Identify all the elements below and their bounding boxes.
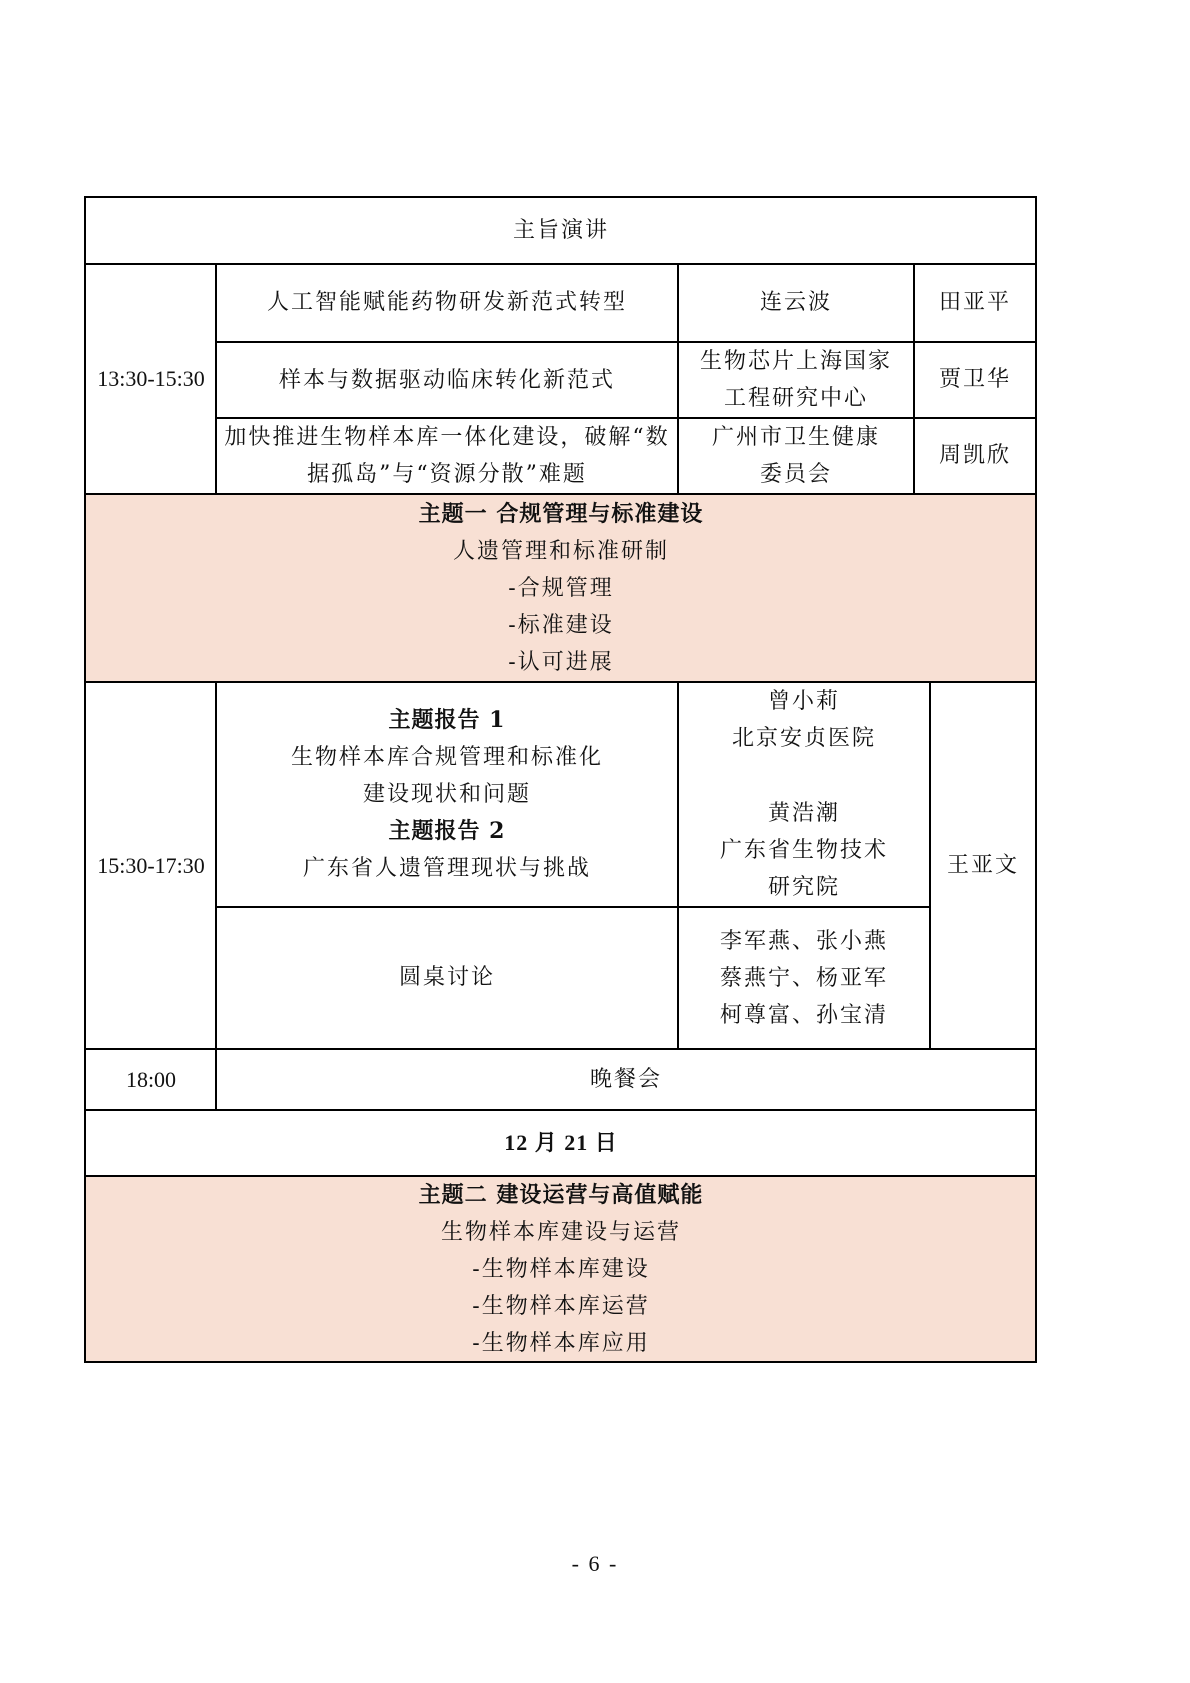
keynote-header: 主旨演讲 bbox=[512, 217, 609, 243]
topic-line: 样本与数据驱动临床转化新范式 bbox=[278, 367, 615, 393]
speaker-line: 工程研究中心 bbox=[723, 386, 868, 411]
theme1-block bbox=[86, 494, 1036, 682]
theme1-line: 人遗管理和标准研制 bbox=[452, 538, 669, 564]
keynote-host: 周凯欣 bbox=[938, 443, 1011, 468]
theme2-line: -生物样本库应用 bbox=[472, 1330, 650, 1356]
roundtable-topic: 圆桌讨论 bbox=[398, 965, 495, 990]
speaker-line: 曾小莉 bbox=[767, 689, 840, 714]
row-divider bbox=[84, 1048, 1037, 1050]
keynote-speaker bbox=[678, 342, 914, 418]
keynote-topic bbox=[216, 264, 678, 342]
row-divider bbox=[84, 681, 1037, 683]
speaker-line: 广东省生物技术 bbox=[719, 838, 888, 863]
report2-line: 广东省人遗管理现状与挑战 bbox=[302, 856, 591, 881]
row-divider bbox=[84, 493, 1037, 495]
theme1-line: -合规管理 bbox=[508, 575, 614, 601]
theme2-block bbox=[86, 1176, 1036, 1362]
session2-speakers bbox=[678, 682, 930, 907]
row-divider bbox=[84, 263, 1037, 265]
theme2-line: 生物样本库建设与运营 bbox=[440, 1219, 681, 1245]
row-divider bbox=[84, 1109, 1037, 1111]
session2-host: 王亚文 bbox=[946, 852, 1019, 878]
speaker-line: 连云波 bbox=[759, 290, 832, 315]
speaker-line: 黄浩潮 bbox=[767, 801, 840, 826]
keynote-topic bbox=[216, 342, 678, 418]
session2-time: 15:30-17:30 bbox=[97, 852, 205, 878]
col-divider bbox=[913, 264, 915, 494]
report1-line: 建设现状和问题 bbox=[362, 782, 531, 807]
table-border-right bbox=[1035, 196, 1037, 1363]
keynote-topic bbox=[216, 418, 678, 494]
theme1-line: -标准建设 bbox=[508, 612, 614, 638]
col-divider bbox=[677, 682, 679, 1049]
speaker-line: 生物芯片上海国家 bbox=[699, 349, 892, 374]
topic-line: 加快推进生物样本库一体化建设，破解“数 bbox=[224, 425, 670, 450]
keynote-host: 田亚平 bbox=[938, 290, 1011, 315]
page-number: - 6 - bbox=[571, 1551, 619, 1576]
dinner-label: 晚餐会 bbox=[589, 1066, 662, 1092]
theme2-title: 主题二 建设运营与高值赋能 bbox=[418, 1181, 704, 1208]
speaker-line: 蔡燕宁、杨亚军 bbox=[719, 965, 888, 991]
speaker-line: 李军燕、张小燕 bbox=[719, 928, 888, 954]
col-divider bbox=[215, 682, 217, 1110]
keynote-speaker bbox=[678, 264, 914, 342]
keynote-speaker bbox=[678, 418, 914, 494]
speaker-line: 研究院 bbox=[767, 875, 840, 900]
keynote-host: 贾卫华 bbox=[938, 367, 1011, 392]
topic-line: 据孤岛”与“资源分散”难题 bbox=[307, 462, 587, 487]
dinner-time: 18:00 bbox=[125, 1066, 177, 1092]
col-divider bbox=[215, 264, 217, 494]
report2-label: 主题报告 2 bbox=[388, 818, 506, 844]
row-divider bbox=[216, 906, 931, 908]
row-divider bbox=[84, 1175, 1037, 1177]
table-border-top bbox=[84, 196, 1037, 198]
table-border-left bbox=[84, 196, 86, 1363]
speaker-line: 柯尊富、孙宝清 bbox=[719, 1002, 888, 1028]
roundtable-speakers bbox=[678, 907, 930, 1049]
theme1-title: 主题一 合规管理与标准建设 bbox=[418, 500, 704, 527]
theme2-line: -生物样本库建设 bbox=[472, 1256, 650, 1282]
topic-line: 人工智能赋能药物研发新范式转型 bbox=[266, 290, 627, 315]
day2-date: 12 月 21 日 bbox=[504, 1130, 618, 1155]
theme2-line: -生物样本库运营 bbox=[472, 1293, 650, 1319]
theme1-line: -认可进展 bbox=[508, 649, 614, 675]
session2-reports bbox=[216, 682, 678, 907]
speaker-line: 委员会 bbox=[759, 462, 832, 487]
keynote-time: 13:30-15:30 bbox=[97, 366, 205, 391]
report1-label: 主题报告 1 bbox=[388, 707, 506, 733]
col-divider bbox=[677, 264, 679, 494]
speaker-line: 广州市卫生健康 bbox=[711, 425, 880, 450]
table-border-bottom bbox=[84, 1361, 1037, 1363]
report1-line: 生物样本库合规管理和标准化 bbox=[290, 745, 603, 770]
col-divider bbox=[929, 682, 931, 1049]
speaker-line: 北京安贞医院 bbox=[731, 726, 876, 751]
